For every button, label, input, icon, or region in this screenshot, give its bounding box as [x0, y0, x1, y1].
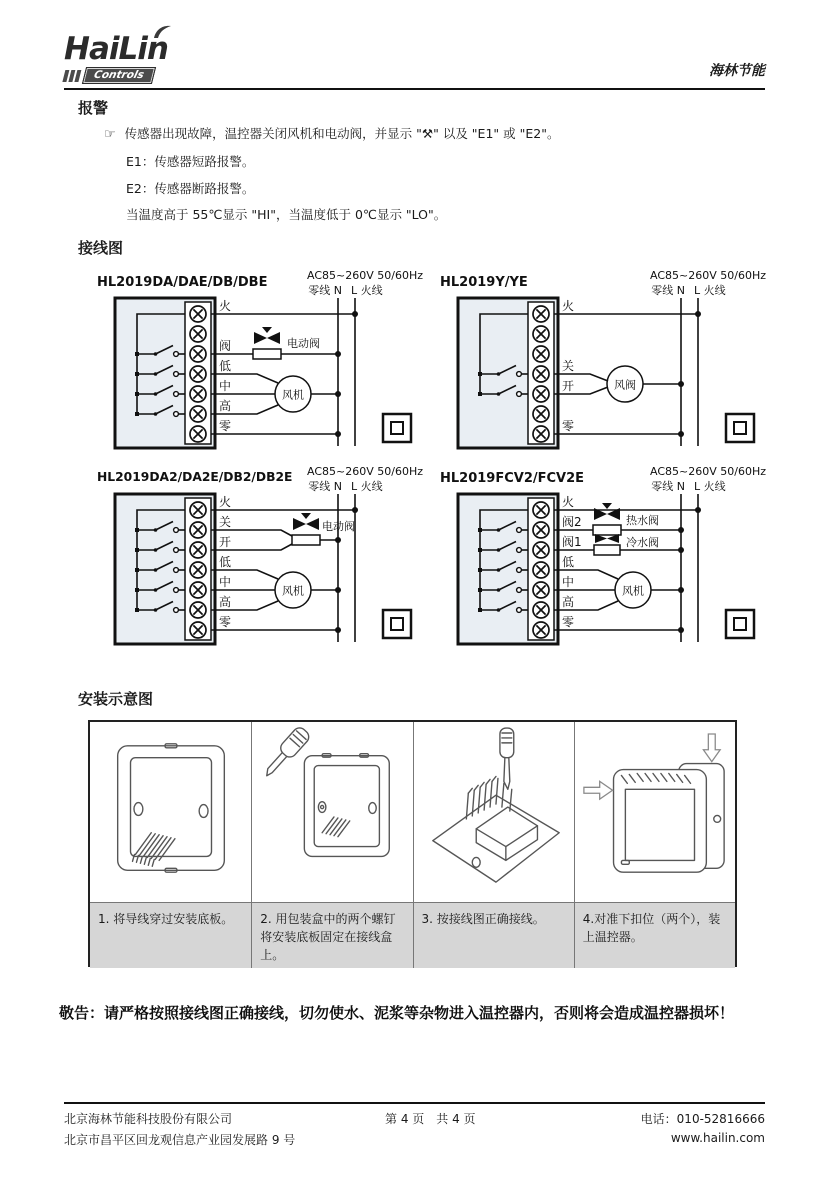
leaf-icon	[153, 25, 172, 39]
thermostat-mounting-drawing	[613, 764, 724, 873]
svg-text:高: 高	[219, 399, 232, 413]
neutral-label: 零线 N	[308, 480, 342, 493]
cold-water-valve-symbol	[594, 534, 620, 555]
wiring-diagram-y	[428, 266, 773, 464]
motor-valve-symbol	[253, 327, 281, 359]
fan-label: 风机	[282, 584, 304, 598]
footer-address: 北京市昌平区回龙观信息产业园发展路 9 号	[64, 1133, 296, 1147]
svg-text:开: 开	[562, 379, 575, 393]
svg-text:零: 零	[219, 615, 232, 629]
install-step4-caption: 4.对准下扣位（两个），装上温控器。	[574, 902, 735, 968]
power-label: AC85~260V 50/60Hz	[307, 269, 423, 282]
right-arrow-icon	[584, 781, 613, 799]
warning-notice: 敬告：请严格按照接线图正确接线，切勿使水、泥浆等杂物进入温控器内，否则将会造成温控器损坏！	[59, 1004, 735, 1022]
svg-text:关: 关	[219, 515, 232, 529]
svg-text:火: 火	[219, 495, 232, 509]
svg-text:阀1: 阀1	[562, 535, 582, 549]
header-rule	[64, 88, 765, 90]
installation-heading: 安装示意图	[78, 690, 154, 708]
diagram-title: HL2019DA/DAE/DB/DBE	[97, 275, 268, 290]
logo-wordmark	[64, 31, 168, 67]
logo-controls-bar	[62, 67, 170, 84]
diagram-title: HL2019Y/YE	[440, 275, 528, 290]
alarm-fault-post: " 以及 "E1" 或 "E2"。	[433, 126, 560, 141]
wiring-diagram-fcv2	[428, 462, 773, 660]
svg-text:阀2: 阀2	[562, 515, 582, 529]
fan-symbol	[275, 376, 311, 412]
screwdriver-plate-drawing	[260, 725, 390, 856]
wires	[211, 314, 355, 434]
tools-icon: ⚒	[421, 126, 434, 141]
svg-text:火: 火	[219, 299, 232, 313]
live-label: L 火线	[351, 284, 383, 297]
install-step1-illustration	[90, 722, 251, 902]
alarm-heading: 报警	[78, 99, 109, 117]
screwdriver-icon	[500, 728, 514, 789]
svg-text:阀: 阀	[219, 339, 232, 353]
install-step2-illustration	[251, 722, 412, 902]
terminal-labels	[219, 494, 231, 629]
svg-text:高: 高	[219, 595, 232, 609]
svg-text:关: 关	[562, 359, 575, 373]
alarm-e1-line: E1：传感器短路报警。	[126, 154, 255, 169]
pointer-hand-icon: ☞	[104, 127, 116, 142]
install-step1-caption: 1. 将导线穿过安装底板。	[90, 902, 251, 968]
install-step3-caption: 3. 按接线图正确接线。	[413, 902, 574, 968]
power-label: AC85~260V 50/60Hz	[307, 465, 423, 478]
alarm-fault-pre: 传感器出现故障，温控器关闭风机和电动阀，并显示 "	[124, 126, 422, 141]
svg-text:高: 高	[562, 595, 575, 609]
junction-box-symbol	[726, 414, 754, 442]
wiring-diagram-da2	[85, 462, 430, 660]
hot-valve-label: 热水阀	[626, 514, 659, 527]
svg-text:零: 零	[562, 419, 575, 433]
live-label: L 火线	[694, 480, 726, 493]
power-label: AC85~260V 50/60Hz	[650, 269, 766, 282]
junction-box-symbol	[383, 414, 411, 442]
footer-company: 北京海林节能科技股份有限公司	[64, 1112, 233, 1126]
diagram-title: HL2019DA2/DA2E/DB2/DB2E	[97, 470, 293, 484]
fan-label: 风阀	[614, 378, 636, 392]
wiring-diagram-da	[85, 266, 430, 464]
fan-symbol	[275, 572, 311, 608]
diagram-title: HL2019FCV2/FCV2E	[440, 471, 585, 486]
junction-box-symbol	[726, 610, 754, 638]
svg-text:中: 中	[219, 575, 232, 589]
install-step4-illustration	[574, 722, 735, 902]
svg-text:火: 火	[562, 299, 575, 313]
fan-symbol	[615, 572, 651, 608]
logo-text: HaiLin	[64, 31, 168, 67]
fan-symbol	[607, 366, 643, 402]
footer-rule	[64, 1102, 765, 1104]
wiring-box-drawing	[432, 728, 558, 882]
valve-label: 电动阀	[322, 520, 355, 533]
footer-phone: 电话：010-52816666	[640, 1112, 765, 1126]
neutral-label: 零线 N	[651, 284, 685, 297]
valve-label: 电动阀	[287, 337, 320, 350]
live-label: L 火线	[351, 480, 383, 493]
alarm-e2-line: E2：传感器断路报警。	[126, 181, 255, 196]
svg-text:零: 零	[219, 419, 232, 433]
down-arrow-icon	[703, 734, 720, 762]
hailin-logo	[64, 31, 168, 84]
live-label: L 火线	[694, 284, 726, 297]
motor-valve-symbol	[292, 513, 320, 545]
alarm-fault-line	[104, 124, 559, 142]
wires	[554, 314, 698, 434]
svg-text:中: 中	[219, 379, 232, 393]
power-label: AC85~260V 50/60Hz	[650, 465, 766, 478]
neutral-label: 零线 N	[651, 480, 685, 493]
hot-water-valve-symbol	[593, 503, 621, 535]
svg-text:开: 开	[219, 535, 232, 549]
brand-chinese: 海林节能	[709, 63, 765, 79]
logo-stripe	[75, 70, 82, 82]
wiring-heading: 接线图	[78, 239, 124, 257]
cold-valve-label: 冷水阀	[626, 536, 659, 549]
svg-text:低: 低	[219, 359, 232, 373]
install-step2-caption: 2. 用包装盒中的两个螺钉将安装底板固定在接线盒上。	[251, 902, 412, 968]
footer-website: www.hailin.com	[670, 1131, 765, 1145]
terminal-labels	[562, 494, 582, 629]
mounting-plate-drawing	[117, 744, 224, 872]
logo-controls-badge: Controls	[82, 67, 156, 84]
svg-text:中: 中	[562, 575, 575, 589]
install-step3-illustration	[413, 722, 574, 902]
svg-text:低: 低	[219, 555, 232, 569]
installation-table	[88, 720, 737, 967]
svg-text:低: 低	[562, 555, 575, 569]
svg-text:火: 火	[562, 495, 575, 509]
alarm-temp-line: 当温度高于 55℃显示 "HI"，当温度低于 0℃显示 "LO"。	[126, 207, 447, 222]
fan-label: 风机	[622, 584, 644, 598]
terminal-labels	[219, 298, 231, 433]
footer-page-number: 第 4 页 共 4 页	[385, 1112, 476, 1126]
junction-box-symbol	[383, 610, 411, 638]
terminal-labels	[562, 298, 574, 433]
fan-label: 风机	[282, 388, 304, 402]
neutral-label: 零线 N	[308, 284, 342, 297]
svg-text:零: 零	[562, 615, 575, 629]
